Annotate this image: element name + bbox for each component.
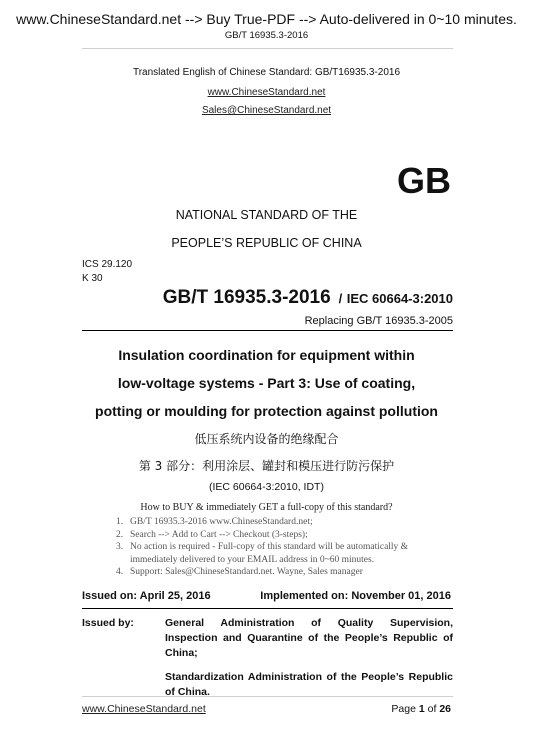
howto-item-text: GB/T 16935.3-2016 www.ChineseStandard.net; xyxy=(130,517,313,527)
page-total: 26 xyxy=(439,703,451,715)
howto-item xyxy=(116,566,456,579)
idt-line: (IEC 60664-3:2010, IDT) xyxy=(209,481,324,493)
howto-item-text: Search --> Add to Cart --> Checkout (3-steps); xyxy=(130,529,308,540)
howto-item-text: No action is required - Full-copy of this standard will be automatically & immediately delivered to your EMAIL address in 0~60 minutes. xyxy=(130,542,409,565)
howto-item-number: 2. xyxy=(116,529,124,540)
page-number: 1 xyxy=(418,703,425,715)
title-line3: potting or moulding for protection against pollution xyxy=(95,403,438,419)
issued-by-org1: General Administration of Quality Supervision, Inspection and Quarantine of the People’s Republic of China; xyxy=(165,617,453,659)
howto-list xyxy=(116,516,456,579)
title-line1: Insulation coordination for equipment within xyxy=(118,347,415,363)
page-indicator xyxy=(391,703,451,715)
replacing-divider xyxy=(82,330,453,331)
national-standard-line1: NATIONAL STANDARD OF THE xyxy=(175,208,358,222)
standard-number-block xyxy=(0,287,453,309)
title-line2: low-voltage systems - Part 3: Use of coating, xyxy=(117,375,416,391)
howto-heading: How to BUY & immediately GET a full-copy of this standard? xyxy=(140,502,393,513)
translation-line: Translated English of Chinese Standard: GB/T16935.3-2016 xyxy=(132,67,401,78)
implemented-date: Implemented on: November 01, 2016 xyxy=(260,590,451,602)
howto-item-number: 1. xyxy=(116,517,124,527)
footer-website-link[interactable]: www.ChineseStandard.net xyxy=(82,703,206,715)
issued-by-label: Issued by: xyxy=(82,617,134,629)
howto-item xyxy=(116,516,456,529)
email-link-wrapper xyxy=(0,105,533,116)
iec-number: IEC 60664-3:2010 xyxy=(346,291,453,306)
issued-by-org2: Standardization Administration of the People’s Republic of China. xyxy=(165,671,453,698)
howto-item-number: 4. xyxy=(116,567,124,577)
title-chinese-line2: 第 3 部分：利用涂层、罐封和模压进行防污保护 xyxy=(138,459,395,473)
footer-website-wrapper xyxy=(82,703,206,715)
replacing-line: Replacing GB/T 16935.3-2005 xyxy=(304,315,453,327)
header-banner: www.ChineseStandard.net --> Buy True-PDF --> Auto-delivered in 0~10 minutes. xyxy=(16,11,517,27)
national-standard-line2: PEOPLE’S REPUBLIC OF CHINA xyxy=(171,236,362,250)
issued-date: Issued on: April 25, 2016 xyxy=(82,590,211,602)
howto-item-text: Support: Sales@ChineseStandard.net. Wayne, Sales manager xyxy=(130,567,363,577)
issued-by-block xyxy=(82,616,453,700)
howto-item xyxy=(116,541,456,566)
title-chinese-line1: 低压系统内设备的绝缘配合 xyxy=(194,432,339,446)
gb-logo: GB xyxy=(397,160,451,201)
footer-divider xyxy=(82,696,453,697)
page-of: of xyxy=(424,703,440,715)
ics-code: ICS 29.120 xyxy=(82,259,133,270)
email-link[interactable]: Sales@ChineseStandard.net xyxy=(201,105,332,116)
page-prefix: Page xyxy=(391,703,419,715)
howto-item xyxy=(116,529,456,542)
standard-slash: / xyxy=(338,291,343,306)
howto-item-number: 3. xyxy=(116,542,124,552)
standard-number: GB/T 16935.3-2016 xyxy=(162,287,331,308)
website-link-wrapper xyxy=(0,87,533,98)
header-standard-code: GB/T 16935.3-2016 xyxy=(224,30,309,41)
k-code: K 30 xyxy=(82,273,103,284)
dates-divider xyxy=(82,608,453,609)
website-link[interactable]: www.ChineseStandard.net xyxy=(207,87,326,98)
header-divider xyxy=(82,48,453,49)
